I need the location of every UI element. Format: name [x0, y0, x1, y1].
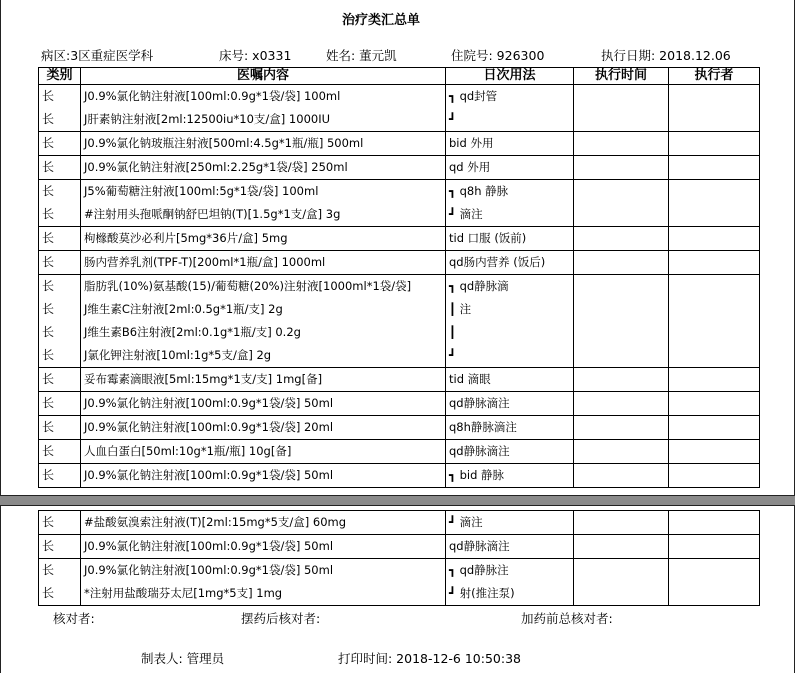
bed-label: 床号: x0331 [219, 48, 292, 63]
order-content-line: 脂肪乳(10%)氨基酸(15)/葡萄糖(20%)注射液[1000ml*1袋/袋] [84, 279, 412, 293]
exec-time-cell [574, 85, 669, 132]
order-content-cell [81, 392, 446, 416]
column-header-order-content: 医嘱内容 [81, 68, 446, 85]
order-content-cell [81, 180, 446, 227]
exec-time-cell [574, 559, 669, 606]
exec-time-cell [574, 416, 669, 440]
orders-table-page-1 [38, 67, 760, 488]
order-content-cell [81, 275, 446, 368]
order-type-line: 长 [42, 396, 55, 410]
checker-label: 核对者: [53, 611, 95, 626]
usage-line: ┛ 射(推注泵) [449, 586, 515, 600]
table-row [39, 227, 760, 251]
table-row [39, 180, 760, 227]
patient-info [41, 46, 781, 64]
order-content-line: J氯化钾注射液[10ml:1g*5支/盒] 2g [84, 348, 272, 362]
order-content-line: J肝素钠注射液[2ml:12500iu*10支/盒] 1000IU [84, 112, 331, 126]
usage-cell [446, 156, 574, 180]
order-content-cell [81, 85, 446, 132]
order-type-line: 长 [42, 468, 55, 482]
order-type-line: 长 [42, 325, 55, 339]
usage-line: ┓ bid 静脉 [449, 468, 505, 482]
order-type-line: 长 [42, 302, 55, 316]
usage-line: qd静脉滴注 [449, 396, 510, 410]
executor-cell [669, 440, 760, 464]
executor-cell [669, 392, 760, 416]
exec-time-cell [574, 440, 669, 464]
pre-dosing-checker-label: 加药前总核对者: [521, 611, 613, 626]
table-row [39, 440, 760, 464]
usage-line: ┓ qd静脉注 [449, 563, 509, 577]
print-time-label: 打印时间: 2018-12-6 10:50:38 [338, 651, 521, 666]
executor-cell [669, 511, 760, 535]
usage-line: ┛ [449, 112, 456, 126]
order-type-line: 长 [42, 136, 55, 150]
usage-line: ┓ q8h 静脉 [449, 184, 509, 198]
usage-cell [446, 368, 574, 392]
order-type-cell [39, 156, 81, 180]
executor-cell [669, 251, 760, 275]
table-row [39, 85, 760, 132]
order-type-line: 长 [42, 255, 55, 269]
usage-cell [446, 275, 574, 368]
order-type-cell [39, 416, 81, 440]
table-row [39, 368, 760, 392]
exec-time-cell [574, 132, 669, 156]
order-content-cell [81, 368, 446, 392]
order-type-cell [39, 275, 81, 368]
order-content-cell [81, 559, 446, 606]
exec-time-cell [574, 464, 669, 488]
order-content-line: J0.9%氯化钠注射液[100ml:0.9g*1袋/袋] 50ml [84, 468, 334, 482]
order-content-cell [81, 464, 446, 488]
table-row [39, 559, 760, 606]
usage-line: ┃ 注 [449, 302, 472, 316]
order-type-line: 长 [42, 89, 55, 103]
order-content-line: 枸橼酸莫沙必利片[5mg*36片/盒] 5mg [84, 231, 288, 245]
usage-cell [446, 535, 574, 559]
exec-time-cell [574, 227, 669, 251]
usage-cell [446, 132, 574, 156]
order-content-cell [81, 227, 446, 251]
order-type-line: 长 [42, 348, 55, 362]
order-type-line: 长 [42, 515, 55, 529]
order-type-cell [39, 251, 81, 275]
order-content-line: 人血白蛋白[50ml:10g*1瓶/瓶] 10g[备] [84, 444, 292, 458]
table-maker-label: 制表人: 管理员 [141, 651, 225, 666]
table-row [39, 275, 760, 368]
order-type-cell [39, 85, 81, 132]
order-type-line: 长 [42, 207, 55, 221]
column-header-usage: 日次用法 [446, 68, 574, 85]
order-content-line: 肠内营养乳剂(TPF-T)[200ml*1瓶/盒] 1000ml [84, 255, 326, 269]
order-type-cell [39, 511, 81, 535]
table-row [39, 392, 760, 416]
order-type-line: 长 [42, 372, 55, 386]
column-header-executor: 执行者 [669, 68, 760, 85]
order-content-line: J维生素C注射液[2ml:0.5g*1瓶/支] 2g [84, 302, 283, 316]
order-content-cell [81, 156, 446, 180]
order-type-cell [39, 368, 81, 392]
exec-time-cell [574, 251, 669, 275]
table-row [39, 416, 760, 440]
post-dispense-checker-label: 摆药后核对者: [241, 611, 321, 626]
sheet-page-2 [0, 505, 795, 673]
admission-number-label: 住院号: 926300 [451, 48, 545, 63]
executor-cell [669, 132, 760, 156]
order-content-cell [81, 535, 446, 559]
usage-line: qd静脉滴注 [449, 444, 510, 458]
usage-line: qd 外用 [449, 160, 491, 174]
exec-time-cell [574, 368, 669, 392]
table-row [39, 251, 760, 275]
table-row [39, 132, 760, 156]
executor-cell [669, 368, 760, 392]
ward-label: 病区:3区重症医学科 [41, 48, 154, 63]
usage-line: bid 外用 [449, 136, 494, 150]
usage-line: ┛ 滴注 [449, 207, 483, 221]
page-separator [0, 496, 795, 505]
order-type-line: 长 [42, 184, 55, 198]
exec-time-cell [574, 511, 669, 535]
order-type-line: 长 [42, 231, 55, 245]
exec-time-cell [574, 180, 669, 227]
exec-time-cell [574, 156, 669, 180]
table-row [39, 535, 760, 559]
order-content-line: J5%葡萄糖注射液[100ml:5g*1袋/袋] 100ml [84, 184, 319, 198]
executor-cell [669, 559, 760, 606]
executor-cell [669, 85, 760, 132]
column-header-type: 类别 [39, 68, 81, 85]
order-type-line: 长 [42, 586, 55, 600]
usage-line: tid 口服 (饭前) [449, 231, 527, 245]
order-type-line: 长 [42, 539, 55, 553]
order-content-line: J维生素B6注射液[2ml:0.1g*1瓶/支] 0.2g [84, 325, 301, 339]
executor-cell [669, 416, 760, 440]
order-content-line: J0.9%氯化钠注射液[100ml:0.9g*1袋/袋] 50ml [84, 539, 334, 553]
order-content-cell [81, 440, 446, 464]
sheet-title: 治疗类汇总单 [341, 13, 420, 28]
usage-cell [446, 464, 574, 488]
usage-line: ┛ 滴注 [449, 515, 483, 529]
table-row [39, 156, 760, 180]
table-row [39, 511, 760, 535]
order-content-line: #盐酸氨溴索注射液(T)[2ml:15mg*5支/盒] 60mg [84, 515, 347, 529]
order-type-cell [39, 535, 81, 559]
usage-line: qd静脉滴注 [449, 539, 510, 553]
column-header-exec-time: 执行时间 [574, 68, 669, 85]
order-type-cell [39, 180, 81, 227]
executor-cell [669, 180, 760, 227]
order-type-cell [39, 440, 81, 464]
order-content-line: J0.9%氯化钠注射液[100ml:0.9g*1袋/袋] 20ml [84, 420, 334, 434]
usage-cell [446, 511, 574, 535]
usage-line: qd肠内营养 (饭后) [449, 255, 546, 269]
usage-cell [446, 440, 574, 464]
order-type-cell [39, 132, 81, 156]
usage-cell [446, 180, 574, 227]
usage-cell [446, 559, 574, 606]
usage-cell [446, 251, 574, 275]
usage-line: tid 滴眼 [449, 372, 491, 386]
usage-line: ┃ [449, 325, 456, 339]
usage-line: ┓ qd封管 [449, 89, 498, 103]
order-type-cell [39, 227, 81, 251]
usage-cell [446, 85, 574, 132]
executor-cell [669, 464, 760, 488]
patient-name-label: 姓名: 董元凯 [326, 48, 397, 63]
usage-cell [446, 416, 574, 440]
executor-cell [669, 275, 760, 368]
executor-cell [669, 535, 760, 559]
usage-line: ┓ qd静脉滴 [449, 279, 509, 293]
order-content-line: J0.9%氯化钠注射液[250ml:2.25g*1袋/袋] 250ml [84, 160, 348, 174]
order-type-cell [39, 464, 81, 488]
usage-cell [446, 227, 574, 251]
order-type-cell [39, 392, 81, 416]
order-type-line: 长 [42, 160, 55, 174]
table-row [39, 464, 760, 488]
usage-line: ┛ [449, 348, 456, 362]
exec-time-cell [574, 535, 669, 559]
order-content-line: J0.9%氯化钠注射液[100ml:0.9g*1袋/袋] 50ml [84, 563, 334, 577]
order-content-cell [81, 511, 446, 535]
exec-time-cell [574, 275, 669, 368]
order-type-line: 长 [42, 279, 55, 293]
order-content-line: #注射用头孢哌酮钠舒巴坦钠(T)[1.5g*1支/盒] 3g [84, 207, 341, 221]
executor-cell [669, 156, 760, 180]
usage-line: q8h静脉滴注 [449, 420, 517, 434]
orders-table-page-2 [38, 510, 760, 606]
order-content-line: J0.9%氯化钠注射液[100ml:0.9g*1袋/袋] 100ml [84, 89, 341, 103]
order-type-cell [39, 559, 81, 606]
order-content-line: J0.9%氯化钠玻瓶注射液[500ml:4.5g*1瓶/瓶] 500ml [84, 136, 364, 150]
order-type-line: 长 [42, 420, 55, 434]
order-type-line: 长 [42, 112, 55, 126]
order-type-line: 长 [42, 563, 55, 577]
order-content-line: J0.9%氯化钠注射液[100ml:0.9g*1袋/袋] 50ml [84, 396, 334, 410]
order-content-line: 妥布霉素滴眼液[5ml:15mg*1支/支] 1mg[备] [84, 372, 323, 386]
execution-date-label: 执行日期: 2018.12.06 [601, 48, 731, 63]
usage-cell [446, 392, 574, 416]
table-header-row [39, 68, 760, 85]
order-content-cell [81, 251, 446, 275]
executor-cell [669, 227, 760, 251]
order-content-cell [81, 416, 446, 440]
exec-time-cell [574, 392, 669, 416]
order-content-line: *注射用盐酸瑞芬太尼[1mg*5支] 1mg [84, 586, 283, 600]
order-content-cell [81, 132, 446, 156]
order-type-line: 长 [42, 444, 55, 458]
